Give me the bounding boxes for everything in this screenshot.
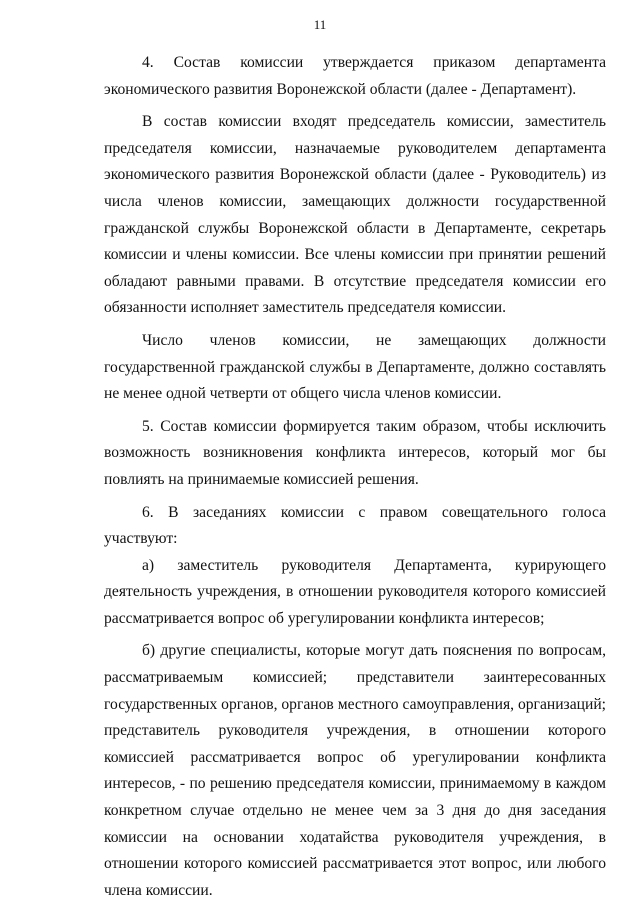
- page-number: 11: [313, 17, 327, 32]
- paragraph-item-5: 5. Состав комиссии формируется таким образом, чтобы исключить возможность возникновения конфликта интересов, который мог бы повлиять на принимаемые комиссией решения.: [104, 417, 606, 488]
- paragraph-item-6: 6. В заседаниях комиссии с правом совещательного голоса участвуют:: [104, 503, 606, 548]
- paragraph-commission-members: В состав комиссии входят председатель комиссии, заместитель председателя комиссии, назначаемые руководителем департамента экономического развития Воронежской области (далее - Руководитель) из числа членов комиссии, замещающих должности государственной гражданской службы Воронежской области в Департаменте, секретарь комиссии и члены комиссии. Все члены комиссии при принятии решений обладают равными правами. В отсутствие председателя комиссии его обязанности исполняет заместитель председателя комиссии.: [104, 113, 606, 317]
- paragraph-item-6b: б) другие специалисты, которые могут дать пояснения по вопросам, рассматриваемым комиссией; представители заинтересованных государственных органов, органов местного самоуправления, организаций; представитель руководителя учреждения, в отношении которого комиссией рассматривается вопрос об урегулировании конфликта интересов, - по решению председателя комиссии, принимаемому в каждом конкретном случае отдельно не менее чем за 3 дня до дня заседания комиссии на основании ходатайства руководителя учреждения, в отношении которого комиссией рассматривается этот вопрос, или любого члена комиссии.: [104, 642, 606, 899]
- paragraph-item-4: 4. Состав комиссии утверждается приказом департамента экономического развития Воронежской области (далее - Департамент).: [104, 54, 606, 98]
- paragraph-nonstaff-members: Число членов комиссии, не замещающих должности государственной гражданской службы в Департаменте, должно составлять не менее одной четверти от общего числа членов комиссии.: [104, 331, 606, 403]
- paragraph-item-6a: а) заместитель руководителя Департамента, курирующего деятельность учреждения, в отношении руководителя которого комиссией рассматривается вопрос об урегулировании конфликта интересов;: [104, 556, 606, 627]
- document-body: [104, 50, 606, 904]
